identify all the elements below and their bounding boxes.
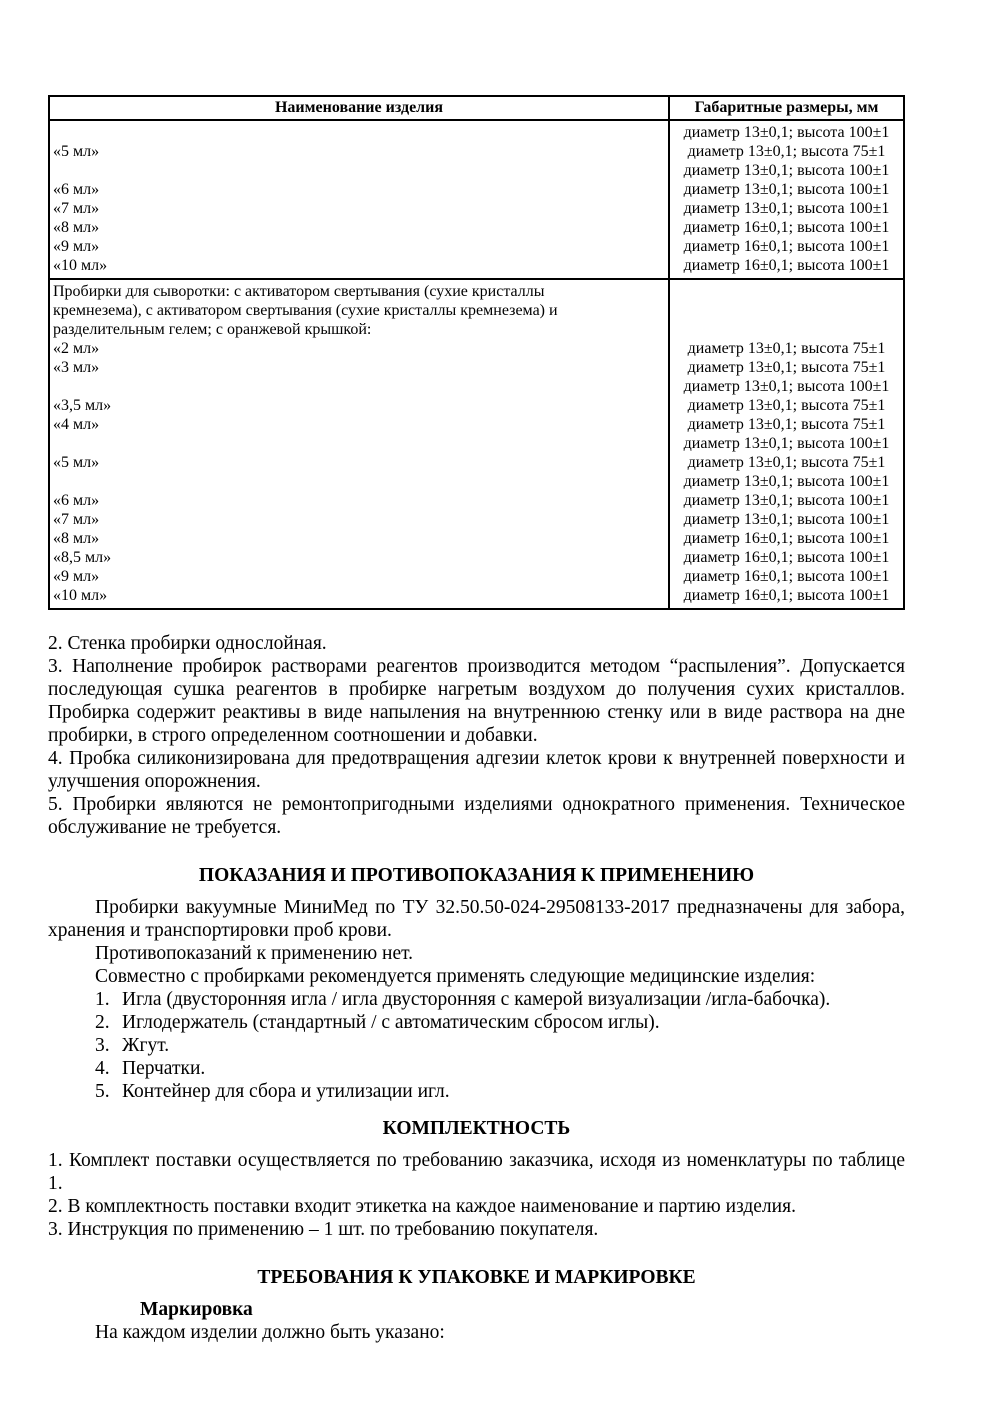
indications-recommended: Совместно с пробирками рекомендуется применять следующие медицинские изделия: <box>95 966 816 987</box>
list-item <box>95 1011 905 1034</box>
recommended-devices-list <box>95 988 905 1103</box>
dimension-line: диаметр 13±0,1; высота 75±1 <box>687 359 886 376</box>
list-item-text: Игла (двусторонняя игла / игла двусторонняя с камерой визуализации /игла-бабочка). <box>122 989 831 1010</box>
list-item <box>95 1057 905 1080</box>
list-item-text: Жгут. <box>122 1035 170 1056</box>
completeness-item: 3. Инструкция по применению – 1 шт. по требованию покупателя. <box>48 1219 599 1240</box>
product-name-line: «5 мл» <box>53 454 100 471</box>
list-item-number: 4. <box>95 1058 110 1079</box>
paragraph-wall: 2. Стенка пробирки однослойная. <box>48 633 327 654</box>
description-section <box>48 632 905 839</box>
completeness-item: 1. Комплект поставки осуществляется по требованию заказчика, исходя из номенклатуры по таблице 1. <box>48 1150 905 1194</box>
dimension-line: диаметр 16±0,1; высота 100±1 <box>683 238 890 255</box>
dimension-line: диаметр 16±0,1; высота 100±1 <box>683 549 890 566</box>
marking-subheading: Маркировка <box>140 1299 253 1320</box>
dimension-line: диаметр 13±0,1; высота 100±1 <box>683 473 890 490</box>
product-name-cell <box>50 280 668 608</box>
product-name-line <box>53 123 665 142</box>
table-row-plain-tubes <box>50 121 903 278</box>
paragraph-single-use: 5. Пробирки являются не ремонтопригодными изделиями однократного применения. Техническое обслуживание не требуется. <box>48 794 905 838</box>
product-name-line: «8 мл» <box>53 219 100 236</box>
list-item-number: 2. <box>95 1012 110 1033</box>
list-item-number: 3. <box>95 1035 110 1056</box>
serum-tubes-intro <box>53 282 665 339</box>
column-header-dimensions: Габаритные размеры, мм <box>668 97 903 119</box>
completeness-heading: КОМПЛЕКТНОСТЬ <box>382 1118 571 1139</box>
product-name-line: «8 мл» <box>53 530 100 547</box>
product-name-line: «7 мл» <box>53 511 100 528</box>
intro-line: разделительным гелем; с оранжевой крышкой: <box>53 321 372 338</box>
indications-purpose: Пробирки вакуумные МиниМед по ТУ 32.50.50-024-29508133-2017 предназначены для забора, хранения и транспортировки проб крови. <box>48 897 905 941</box>
indications-heading: ПОКАЗАНИЯ И ПРОТИВОПОКАЗАНИЯ К ПРИМЕНЕНИЮ <box>198 865 755 886</box>
marking-intro: На каждом изделии должно быть указано: <box>95 1322 445 1343</box>
list-item-text: Иглодержатель (стандартный / с автоматическим сбросом иглы). <box>122 1012 660 1033</box>
product-name-line: «3,5 мл» <box>53 397 112 414</box>
dimension-line: диаметр 13±0,1; высота 100±1 <box>683 511 890 528</box>
dimension-line: диаметр 13±0,1; высота 100±1 <box>683 378 890 395</box>
dimension-line: диаметр 13±0,1; высота 100±1 <box>683 162 890 179</box>
list-item-number: 1. <box>95 989 110 1010</box>
dimension-line: диаметр 16±0,1; высота 100±1 <box>683 587 890 604</box>
intro-line: Пробирки для сыворотки: с активатором свертывания (сухие кристаллы <box>53 283 545 300</box>
dimension-line: диаметр 16±0,1; высота 100±1 <box>683 530 890 547</box>
product-name-line <box>53 161 665 180</box>
product-name-line: «6 мл» <box>53 492 100 509</box>
product-name-line: «4 мл» <box>53 416 100 433</box>
list-item <box>95 1080 905 1103</box>
packaging-heading: ТРЕБОВАНИЯ К УПАКОВКЕ И МАРКИРОВКЕ <box>257 1267 696 1288</box>
product-name-line: «9 мл» <box>53 238 100 255</box>
dimensions-cell <box>668 121 903 278</box>
product-name-line <box>53 434 665 453</box>
dimension-line: диаметр 13±0,1; высота 100±1 <box>683 124 890 141</box>
dimensions-cell <box>668 280 903 608</box>
indications-section <box>48 864 905 1103</box>
product-name-line: «2 мл» <box>53 340 100 357</box>
dimension-line: диаметр 13±0,1; высота 100±1 <box>683 492 890 509</box>
product-dimensions-table <box>48 95 905 610</box>
product-name-line: «3 мл» <box>53 359 100 376</box>
dimension-line: диаметр 13±0,1; высота 100±1 <box>683 200 890 217</box>
list-item-text: Контейнер для сбора и утилизации игл. <box>122 1081 450 1102</box>
product-name-line: «10 мл» <box>53 587 108 604</box>
dimension-line: диаметр 13±0,1; высота 75±1 <box>687 397 886 414</box>
table-row-serum-tubes <box>50 278 903 608</box>
product-name-line: «7 мл» <box>53 200 100 217</box>
indications-contra: Противопоказаний к применению нет. <box>95 943 414 964</box>
dimension-line: диаметр 16±0,1; высота 100±1 <box>683 219 890 236</box>
paragraph-stopper: 4. Пробка силиконизирована для предотвращения адгезии клеток крови к внутренней поверхности и улучшения опорожнения. <box>48 748 905 792</box>
dimension-line: диаметр 13±0,1; высота 75±1 <box>687 143 886 160</box>
product-name-line <box>53 377 665 396</box>
dimension-line: диаметр 16±0,1; высота 100±1 <box>683 257 890 274</box>
completeness-items <box>48 1149 905 1241</box>
dimension-line: диаметр 13±0,1; высота 75±1 <box>687 454 886 471</box>
product-name-cell <box>50 121 668 278</box>
packaging-section <box>48 1266 905 1344</box>
dimension-line: диаметр 13±0,1; высота 100±1 <box>683 181 890 198</box>
completeness-section <box>48 1117 905 1241</box>
product-name-line: «9 мл» <box>53 568 100 585</box>
product-name-line: «10 мл» <box>53 257 108 274</box>
dimension-line: диаметр 13±0,1; высота 75±1 <box>687 340 886 357</box>
dimension-line: диаметр 16±0,1; высота 100±1 <box>683 568 890 585</box>
list-item <box>95 1034 905 1057</box>
dimension-line: диаметр 13±0,1; высота 75±1 <box>687 416 886 433</box>
dimension-spacer <box>670 282 903 339</box>
list-item-number: 5. <box>95 1081 110 1102</box>
paragraph-filling: 3. Наполнение пробирок растворами реагентов производится методом “распыления”. Допускается последующая сушка реагентов в пробирке нагретым воздухом до получения сухих кристаллов. Пробирка содержит реактивы в виде напыления на внутреннюю стенку или в виде раствора на дне пробирки, в строго определенном соотношении и добавки. <box>48 656 905 746</box>
list-item <box>95 988 905 1011</box>
dimension-line: диаметр 13±0,1; высота 100±1 <box>683 435 890 452</box>
column-header-product-name: Наименование изделия <box>274 99 444 116</box>
serum-tubes-volumes <box>53 339 665 605</box>
product-name-line: «6 мл» <box>53 181 100 198</box>
product-name-line: «5 мл» <box>53 143 100 160</box>
intro-line: кремнезема), с активатором свертывания (сухие кристаллы кремнезема) и <box>53 302 558 319</box>
serum-tubes-dimensions <box>670 339 903 605</box>
product-name-line: «8,5 мл» <box>53 549 112 566</box>
list-item-text: Перчатки. <box>122 1058 206 1079</box>
product-name-line <box>53 472 665 491</box>
completeness-item: 2. В комплектность поставки входит этикетка на каждое наименование и партию изделия. <box>48 1196 796 1217</box>
table-header-row <box>50 97 903 121</box>
